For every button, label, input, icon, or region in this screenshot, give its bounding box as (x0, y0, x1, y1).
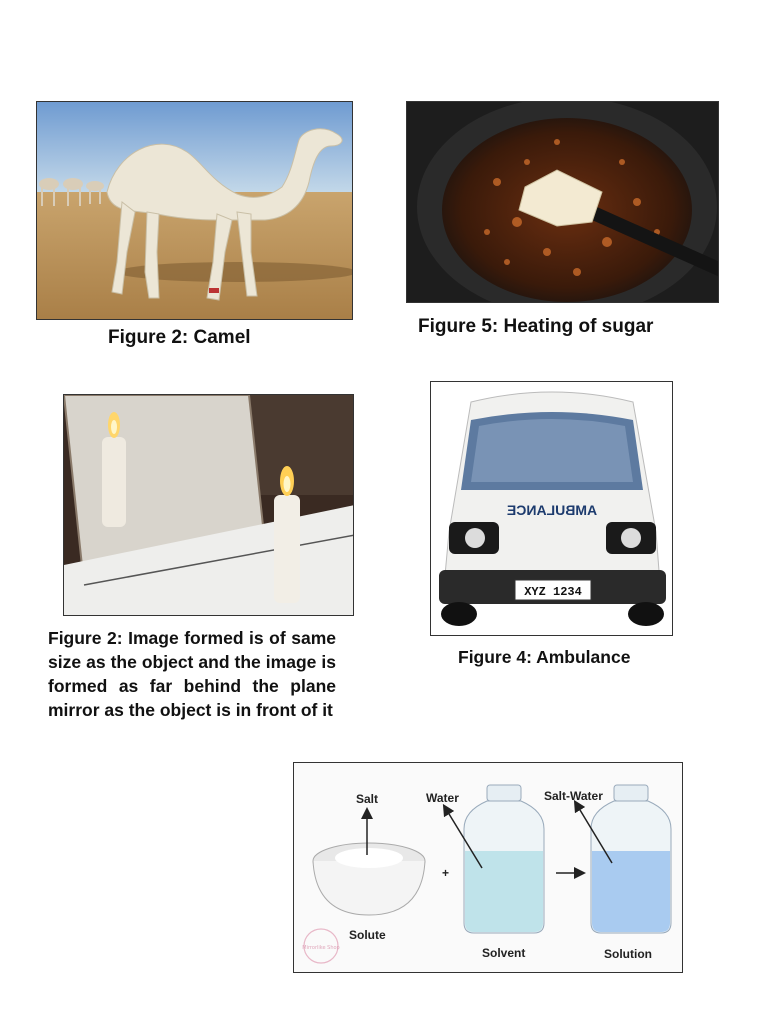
mirror-caption: Figure 2: Image formed is of same size as the object and the image is formed as far behind the plane mirror as the object is in front of it (48, 628, 336, 720)
sugar-caption: Figure 5: Heating of sugar (418, 316, 654, 337)
solution-label: Solution (604, 947, 652, 961)
plus-sign: + (442, 866, 450, 880)
sugar-photo (406, 101, 719, 303)
ambulance-text: AMBULANCE (506, 502, 598, 518)
license-plate: XYZ 1234 (524, 585, 582, 599)
water-label: Water (426, 791, 459, 805)
solute-label: Solute (349, 928, 386, 942)
solution-diagram (293, 762, 683, 973)
mirror-candle-photo (63, 394, 354, 616)
ambulance-photo (430, 381, 673, 636)
watermark: Mirrorlike Shop (302, 945, 340, 951)
camel-caption: Figure 2: Camel (108, 327, 251, 348)
camel-photo (36, 101, 353, 320)
solvent-label: Solvent (482, 946, 526, 960)
salt-water-label: Salt-Water (544, 789, 603, 803)
salt-label: Salt (356, 792, 379, 806)
ambulance-caption: Figure 4: Ambulance (458, 647, 631, 667)
